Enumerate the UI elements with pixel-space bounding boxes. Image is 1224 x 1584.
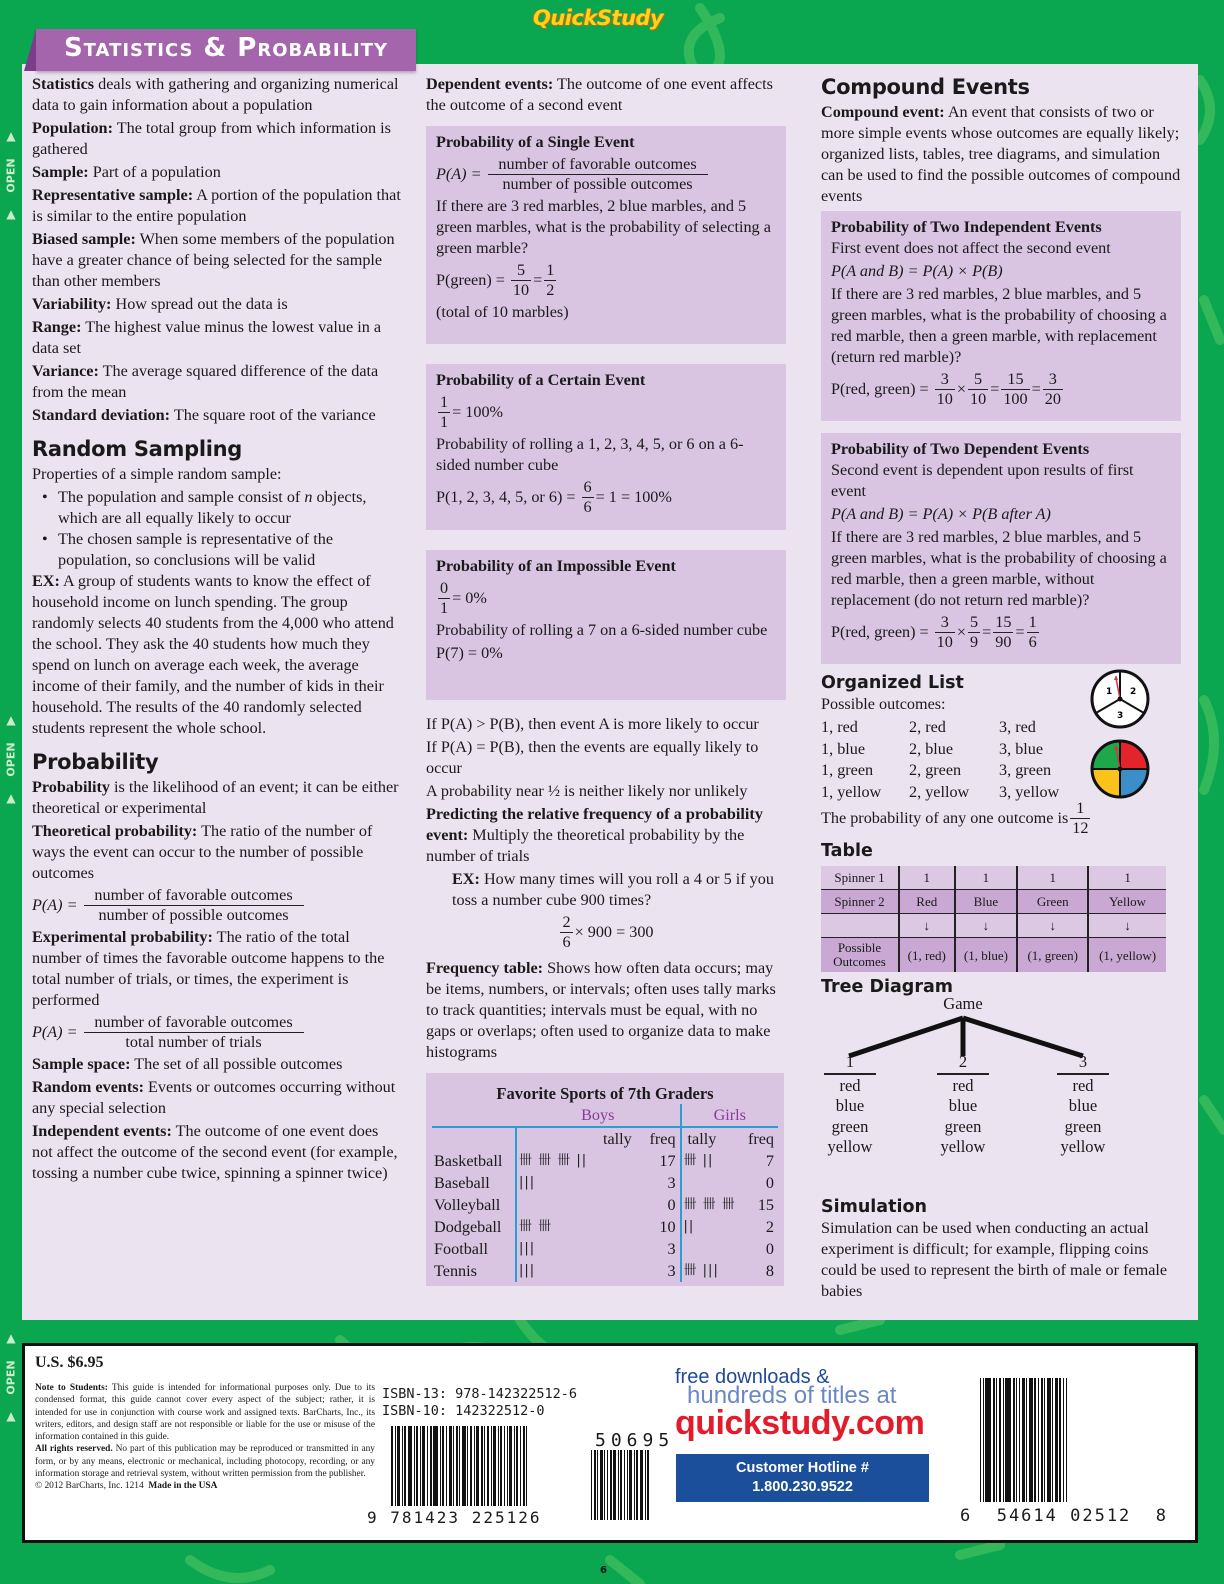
svg-text:1: 1 [1106,687,1113,697]
single-event-box [426,126,786,344]
definition-variability: Variability: How spread out the data is [32,295,288,313]
tree-branch-2: 2 red blue green yellow [932,1052,994,1158]
page-title: Statistics & Probability [63,33,389,63]
content-panel [22,64,1198,1320]
definition-sample: Sample: Part of a population [32,163,221,181]
box-title: Probability of a Certain Event [436,371,646,389]
definition-dependent-events: Dependent events: The outcome of one event affects the outcome of a second event [426,75,773,114]
back-cover-footer [22,1343,1198,1543]
definition-variance: Variance: The average squared difference of the data from the mean [32,362,379,401]
definitions-list [32,74,402,426]
single-event-formula: P(A) = $\frac{\text{number of favorable outcomes}}{\text{number of possible outcomes}}$ [436,155,776,194]
impossible-event-box [426,550,786,700]
box-title: Probability of a Single Event [436,133,635,151]
website-link[interactable]: quickstudy.com [675,1404,925,1442]
random-sampling-properties [32,487,402,571]
heading-random-sampling: Random Sampling [32,437,243,461]
heading-organized-list: Organized List [821,673,964,693]
certain-event-text: Probability of rolling a 1, 2, 3, 4, 5, or 6 on a 6-sided number cube [436,435,744,474]
column-1 [32,74,402,1186]
box-title: Probability of Two Dependent Events [831,440,1090,458]
definition-probability: Probability is the likelihood of an event; it can be either theoretical or experimental [32,778,399,817]
frequency-table-title: Favorite Sports of 7th Graders [496,1084,714,1103]
definition-population: Population: The total group from which information is gathered [32,119,391,158]
simulation-text: Simulation can be used when conducting an actual experiment is difficult; for example, flipping coins could be used to represent the birth of male or female babies [821,1219,1168,1300]
comparison-equal: If P(A) = P(B), then the events are equally likely to occur [426,738,759,777]
table-row: Dodgeball 卌 卌 10 || 2 [434,1218,774,1236]
certain-event-box [426,364,786,530]
comparison-greater: If P(A) > P(B), then event A is more likely to occur [426,715,759,733]
page-number: 6 [600,1565,607,1576]
upc-barcode-icon [980,1378,1068,1502]
definition-standard-deviation: Standard deviation: The square root of the variance [32,406,376,424]
table-row: Basketball 卌 卌 卌 || 17 卌 || 7 [434,1152,774,1170]
table-row: Spinner 1 1 1 1 1 [821,866,1166,890]
column-3 [821,74,1181,1304]
outcomes-table [821,866,1166,972]
definition-frequency-table: Frequency table: Shows how often data occurs; may be items, numbers, or intervals; often uses tally marks to track quantities; intervals must be equal, with no gaps or overlaps; often used to organize data to make histograms [426,959,776,1061]
price-code-digits: 50695 [595,1430,675,1451]
list-item: 1, blue [821,739,866,758]
heading-compound-events: Compound Events [821,75,1030,99]
organized-list-intro: Possible outcomes: [821,695,946,713]
svg-text:2: 2 [1130,687,1137,697]
table-row: Possible Outcomes (1, red) (1, blue) (1, green) (1, yellow) [821,938,1166,973]
heading-probability: Probability [32,750,159,774]
list-item: 1, red [821,718,858,736]
open-tab-marker-bottom: ▲ OPEN ▲ [4,1331,18,1423]
table-row: Tennis ||| 3 卌 ||| 8 [434,1262,774,1280]
definition-compound-event: Compound event: An event that consists of two or more simple events whose outcomes are equally likely; organized lists, tables, tree diagrams, and simulation can be used to find the possible outcomes of compound events [821,103,1181,205]
list-item: 2, green [909,761,962,779]
random-sampling-intro: Properties of a simple random sample: [32,465,282,483]
definition-theoretical-probability: Theoretical probability: The ratio of the number of ways the event can occur to the number of possible outcomes [32,822,373,882]
definition-biased-sample: Biased sample: When some members of the population have a greater chance of being selected for the sample than other members [32,230,395,290]
heading-simulation: Simulation [821,1197,927,1217]
box-subtitle: First event does not affect the second event [831,239,1111,257]
tree-branches [821,998,1181,1058]
list-item: 1, yellow [821,782,882,801]
random-sampling-example: EX: A group of students wants to know the effect of household income on lunch spending. The group randomly selects 40 students from the 4,000 who attend the school. They ask the 40 students how much they spend on lunch on average each week, the average income of their family, and the number of kids in their household. The results of the 40 randomly selected students represent the whole school. [32,572,394,737]
certain-event-answer: P(1, 2, 3, 4, 5, or 6) = $\frac{6}{6}$ = 1 = 100% [436,478,672,516]
dependent-events-box [821,433,1181,664]
definition-experimental-probability: Experimental probability: The ratio of the total number of times the favorable outcome happens to the total number of trials, or times, the experiment is performed [32,928,385,1009]
definition-sample-space: Sample space: The set of all possible outcomes [32,1055,343,1073]
table-row: Volleyball 0 卌 卌 卌 15 [434,1196,774,1214]
open-tab-marker-middle: ▲ OPEN ▲ [4,713,18,805]
organized-list-conclusion: The probability of any one outcome is $\frac{1}{12}$ [821,799,1089,837]
color-spinner-icon [1089,738,1151,800]
isbn-10: ISBN-10: 142322512-0 [382,1403,545,1419]
list-item: • The population and sample consist of n objects, which are all equally likely to occur [42,487,402,529]
promo-text: free downloads & hundreds of titles at quickstudy.com [675,1366,925,1442]
upc-digits: 6 54614 02512 8 [960,1506,1168,1526]
heading-tree-diagram: Tree Diagram [821,977,954,997]
definition-random-events: Random events: Events or outcomes occurring without any special selection [32,1078,396,1117]
list-item: 3, red [999,718,1036,736]
table-row: Spinner 2 Red Blue Green Yellow [821,890,1166,914]
predicting-relative-frequency: Predicting the relative frequency of a probability event: Multiply the theoretical probability by the number of trials [426,805,763,865]
box-formula: P(A and B) = P(A) × P(B) [831,262,1003,280]
heading-table: Table [821,841,873,861]
list-item: • The chosen sample is representative of the population, so conclusions will be valid [42,529,402,571]
page-title-banner [36,29,416,71]
definition-statistics: Statistics deals with gathering and organizing numerical data to gain information about a population [32,75,399,114]
list-item: 1, green [821,761,874,779]
table-row: Baseball ||| 3 0 [434,1174,774,1192]
customer-hotline: Customer Hotline # 1.800.230.9522 [676,1454,929,1502]
certain-event-fraction: $\frac{1}{1}$ = 100% [440,393,504,431]
isbn-13: ISBN-13: 978-142322512-6 [382,1386,578,1402]
list-item: 2, blue [909,739,954,758]
theoretical-probability-formula: P(A) = $\frac{\text{number of favorable outcomes}}{\text{number of possible outcomes}}$ [32,886,402,925]
box-title: Probability of Two Independent Events [831,218,1102,236]
svg-text:3: 3 [1117,711,1124,721]
isbn-barcode-digits: 9 781423 225126 [367,1508,542,1527]
predicting-formula: $\frac{2}{6}$ × 900 = 300 [562,913,654,951]
frequency-table-grid: Boys Girls tally freq tally freq Basketball 卌 卌 卌 || 17 卌 || 7 Baseball ||| 3 0 Volleyball 0 卌 卌 卌 15 Dodgeball 卌 卌 10 || 2 Football ||| 3 0 Tennis ||| 3 卌 ||| 8 [432,1104,778,1282]
open-label: OPEN [4,158,18,193]
experimental-probability-formula: P(A) = $\frac{\text{number of favorable outcomes}}{\text{total number of trials}}$ [32,1013,402,1052]
single-event-question: If there are 3 red marbles, 2 blue marbles, and 5 green marbles, what is the probability of selecting a green marble? [436,197,771,257]
box-subtitle: Second event is dependent upon results of first event [831,461,1134,500]
tree-diagram [821,994,1181,1184]
list-item: 3, yellow [999,782,1060,801]
predicting-example: EX: How many times will you roll a 4 or 5 if you toss a number cube 900 times? [452,870,774,909]
box-question: If there are 3 red marbles, 2 blue marbles, and 5 green marbles, what is the probability of choosing a red marble, then a green marble, without replacement (do not return red marble)? [831,528,1167,609]
open-tab-marker-top: ▲ OPEN ▲ [4,129,18,221]
definition-independent-events: Independent events: The outcome of one event does not affect the outcome of the second event (for example, tossing a number cube twice, spinning a spinner twice) [32,1122,398,1182]
definition-range: Range: The highest value minus the lowest value in a data set [32,318,382,357]
definition-representative-sample: Representative sample: A portion of the population that is similar to the entire population [32,186,401,225]
comparison-half: A probability near ½ is neither likely nor unlikely [426,782,748,800]
single-event-answer: P(green) = $\frac{5}{10}$ = $\frac{1}{2}$ [436,261,555,299]
legal-notice: Note to Students: This guide is intended for informational purposes only. Due to its condensed format, this guide cannot cover every aspect of the subject; rather, it is intended for use in conjunction with course work and assigned texts. BarCharts, Inc., its writers, editors, and design staff are not responsible or liable for the use or misuse of the information contained in this guide. All rights reserved. No part of this publication may be reproduced or transmitted in any form, or by any means, electronic or mechanical, including photocopy, recording, or any information storage and retrieval system, without written permission from the publisher. © 2012 BarCharts, Inc. 1214 Made in the USA [35,1383,375,1492]
tree-branch-1: 1 red blue green yellow [819,1052,881,1158]
independent-answer: P(red, green) = $\frac{3}{10}$ × $\frac{5}{10}$ = $\frac{15}{100}$ = $\frac{3}{20}$ [831,370,1061,408]
table-row: ↓ ↓ ↓ ↓ [821,914,1166,938]
frequency-table [426,1073,784,1286]
table-row: Football ||| 3 0 [434,1240,774,1258]
list-item: 3, green [999,761,1052,779]
column-2 [426,74,786,1286]
single-event-note: (total of 10 marbles) [436,303,569,321]
isbn-block [382,1386,577,1420]
impossible-event-fraction: $\frac{0}{1}$ = 0% [440,579,487,617]
tree-branch-3: 3 red blue green yellow [1052,1052,1114,1158]
box-question: If there are 3 red marbles, 2 blue marbles, and 5 green marbles, what is the probability of choosing a red marble, then a green marble, with replacement (return red marble)? [831,285,1167,366]
list-item: 3, blue [999,739,1044,758]
price-barcode-icon [591,1450,651,1520]
organized-list-section [821,672,1181,838]
isbn-barcode-icon [391,1426,529,1506]
number-spinner-icon [1089,668,1151,730]
list-item: 2, yellow [909,782,970,801]
impossible-event-text: Probability of rolling a 7 on a 6-sided number cube [436,621,768,639]
list-item: 2, red [909,718,946,736]
box-formula: P(A and B) = P(A) × P(B after A) [831,505,1051,523]
dependent-answer: P(red, green) = $\frac{3}{10}$ × $\frac{5}{9}$ = $\frac{15}{90}$ = $\frac{1}{6}$ [831,613,1037,651]
brand-logo: QuickStudy [533,6,664,30]
independent-events-box [821,211,1181,421]
price-label: U.S. $6.95 [35,1354,104,1371]
tree-root: Game [943,994,983,1013]
box-title: Probability of an Impossible Event [436,557,676,575]
impossible-event-answer: P(7) = 0% [436,644,503,662]
